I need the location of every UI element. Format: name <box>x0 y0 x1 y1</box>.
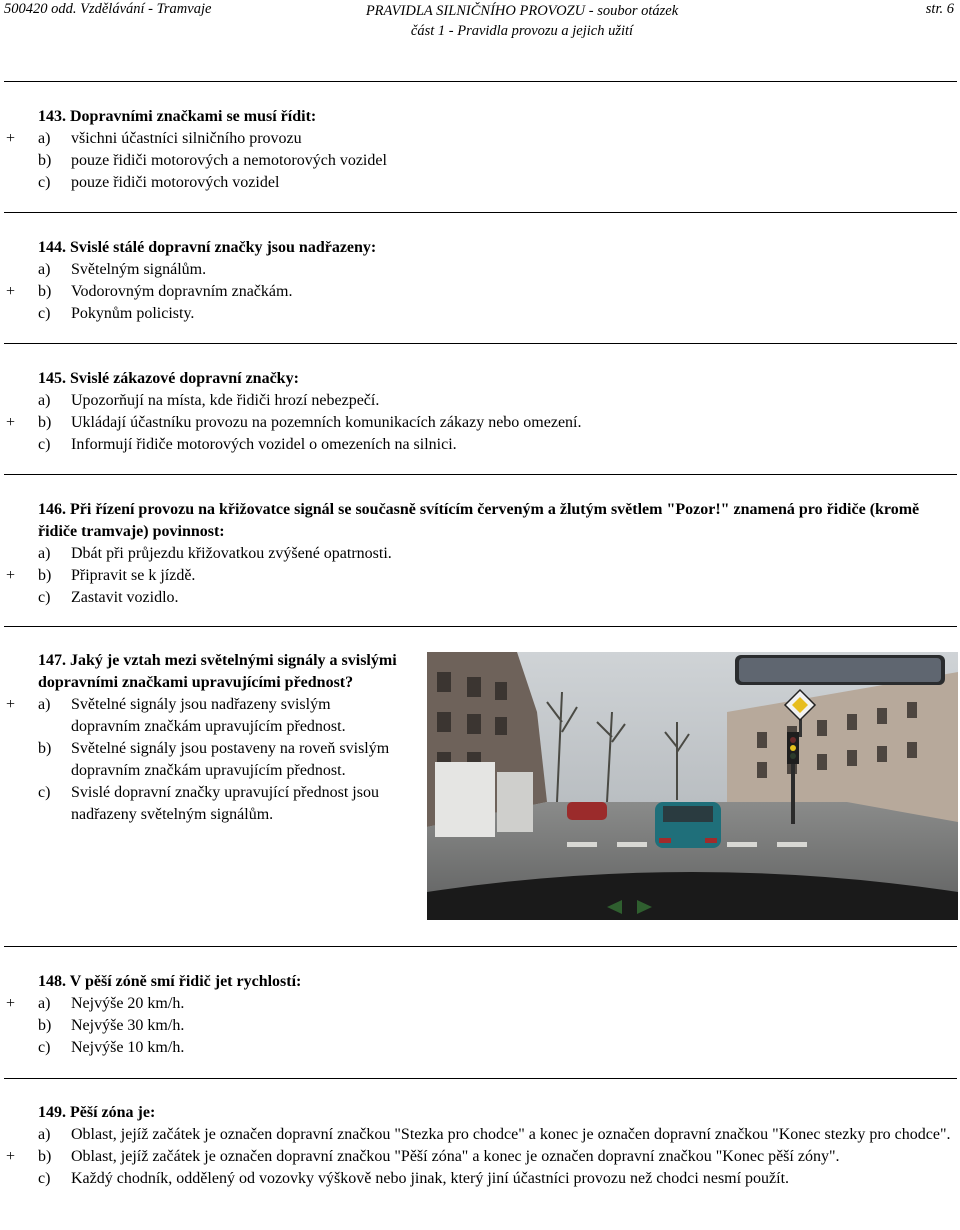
answer-a <box>0 128 960 150</box>
answer-c <box>0 1037 960 1059</box>
header-subtitle: část 1 - Pravidla provozu a jejich užití <box>410 23 634 39</box>
answer-text: Zastavit vozidlo. <box>71 589 179 606</box>
answer-a <box>0 993 960 1015</box>
answer-text: všichni účastníci silničního provozu <box>71 130 302 147</box>
answer-text: pouze řidiči motorových vozidel <box>71 174 280 191</box>
answer-c <box>0 1168 951 1190</box>
answer-text: Vodorovným dopravním značkám. <box>71 283 293 300</box>
answer-b <box>0 281 960 303</box>
header-left: 500420 odd. Vzdělávání - Tramvaje <box>4 1 212 17</box>
question-146 <box>0 499 960 609</box>
answer-c <box>0 587 960 609</box>
answer-text: Upozorňují na místa, kde řidiči hrozí nebezpečí. <box>71 392 380 409</box>
answer-letter: c) <box>38 174 51 191</box>
answer-b <box>0 1015 960 1037</box>
correct-mark: + <box>6 1148 16 1165</box>
question-title: 145. Svislé zákazové dopravní značky: <box>38 370 299 387</box>
answer-text: Světelné signály jsou postaveny na roveň svislým dopravním značkám upravujícím přednost. <box>71 740 390 779</box>
answer-c <box>0 303 960 325</box>
answer-text: Svislé dopravní značky upravující přednost jsou nadřazeny světelným signálům. <box>71 784 379 823</box>
answer-letter: a) <box>38 392 51 409</box>
question-title: 148. V pěší zóně smí řidič jet rychlostí: <box>38 973 302 990</box>
answer-text: Připravit se k jízdě. <box>71 567 196 584</box>
answer-text: Nejvýše 20 km/h. <box>71 995 185 1012</box>
answer-a <box>0 390 960 412</box>
question-title: 146. Při řízení provozu na křižovatce signál se současně svítícím červeným a žlutým světlem "Pozor!" znamená pro řidiče (kromě řidiče tramvaje) povinnost: <box>38 501 920 540</box>
answer-letter: a) <box>38 696 51 713</box>
answer-letter: a) <box>38 130 51 147</box>
answer-letter: b) <box>38 414 52 431</box>
answer-b <box>0 1146 911 1168</box>
answer-c <box>0 434 960 456</box>
answer-letter: b) <box>38 567 52 584</box>
answer-text: Každý chodník, oddělený od vozovky výškově nebo jinak, který jiní účastníci provozu než chodci nesmí použít. <box>71 1170 790 1187</box>
question-title: 149. Pěší zóna je: <box>38 1104 156 1121</box>
answer-letter: c) <box>38 305 51 322</box>
answer-b <box>0 412 960 434</box>
answer-text: Oblast, jejíž začátek je označen dopravní značkou "Stezka pro chodce" a konec je označen dopravní značkou "Konec stezky pro chodce". <box>71 1126 951 1143</box>
answer-letter: a) <box>38 1126 51 1143</box>
correct-mark: + <box>6 414 16 431</box>
divider <box>4 1078 957 1079</box>
answer-text: Nejvýše 30 km/h. <box>71 1017 185 1034</box>
question-144 <box>0 237 960 325</box>
answer-letter: b) <box>38 152 52 169</box>
divider <box>4 626 957 627</box>
answer-text: Ukládají účastníku provozu na pozemních komunikacích zákazy nebo omezení. <box>71 414 582 431</box>
answer-letter: c) <box>38 1039 51 1056</box>
correct-mark: + <box>6 130 16 147</box>
question-148 <box>0 971 960 1059</box>
answer-text: Světelné signály jsou nadřazeny svislým dopravním značkám upravujícím přednost. <box>71 696 346 735</box>
answer-c <box>0 782 401 826</box>
answer-text: Informují řidiče motorových vozidel o omezeních na silnici. <box>71 436 457 453</box>
answer-text: Pokynům policisty. <box>71 305 195 322</box>
page-number: str. 6 <box>925 1 954 17</box>
correct-mark: + <box>6 696 16 713</box>
answer-letter: b) <box>38 283 52 300</box>
answer-letter: c) <box>38 784 51 801</box>
divider <box>4 474 957 475</box>
page-header <box>0 0 960 40</box>
question-title: 144. Svislé stálé dopravní značky jsou nadřazeny: <box>38 239 377 256</box>
correct-mark: + <box>6 567 16 584</box>
question-title: 147. Jaký je vztah mezi světelnými signály a svislými dopravními značkami upravujícími přednost? <box>38 652 397 691</box>
answer-letter: b) <box>38 1017 52 1034</box>
answer-letter: c) <box>38 589 51 606</box>
answer-letter: c) <box>38 436 51 453</box>
question-149 <box>0 1102 960 1190</box>
correct-mark: + <box>6 283 16 300</box>
answer-letter: c) <box>38 1170 51 1187</box>
answer-text: Oblast, jejíž začátek je označen dopravní značkou "Pěší zóna" a konec je označen dopravní značkou "Konec pěší zóny". <box>71 1148 840 1165</box>
correct-mark: + <box>6 995 16 1012</box>
answer-letter: a) <box>38 261 51 278</box>
street-intersection-photo <box>427 652 958 920</box>
answer-b <box>0 738 401 782</box>
answer-letter: a) <box>38 545 51 562</box>
divider <box>4 212 957 213</box>
answer-b <box>0 565 960 587</box>
answer-a <box>0 543 960 565</box>
question-title: 143. Dopravními značkami se musí řídit: <box>38 108 317 125</box>
answer-a <box>0 694 401 738</box>
answer-text: Nejvýše 10 km/h. <box>71 1039 185 1056</box>
answer-b <box>0 150 960 172</box>
divider <box>4 946 957 947</box>
answer-a <box>0 1124 951 1146</box>
divider <box>4 343 957 344</box>
answer-a <box>0 259 960 281</box>
header-center <box>332 1 712 41</box>
answer-text: Světelným signálům. <box>71 261 207 278</box>
answer-text: Dbát při průjezdu křižovatkou zvýšené opatrnosti. <box>71 545 392 562</box>
answer-text: pouze řidiči motorových a nemotorových vozidel <box>71 152 387 169</box>
header-title: PRAVIDLA SILNIČNÍHO PROVOZU - soubor otázek <box>365 3 679 19</box>
divider <box>4 81 957 82</box>
answer-letter: a) <box>38 995 51 1012</box>
question-143 <box>0 106 960 194</box>
answer-c <box>0 172 960 194</box>
question-145 <box>0 368 960 456</box>
answer-letter: b) <box>38 1148 52 1165</box>
answer-letter: b) <box>38 740 52 757</box>
